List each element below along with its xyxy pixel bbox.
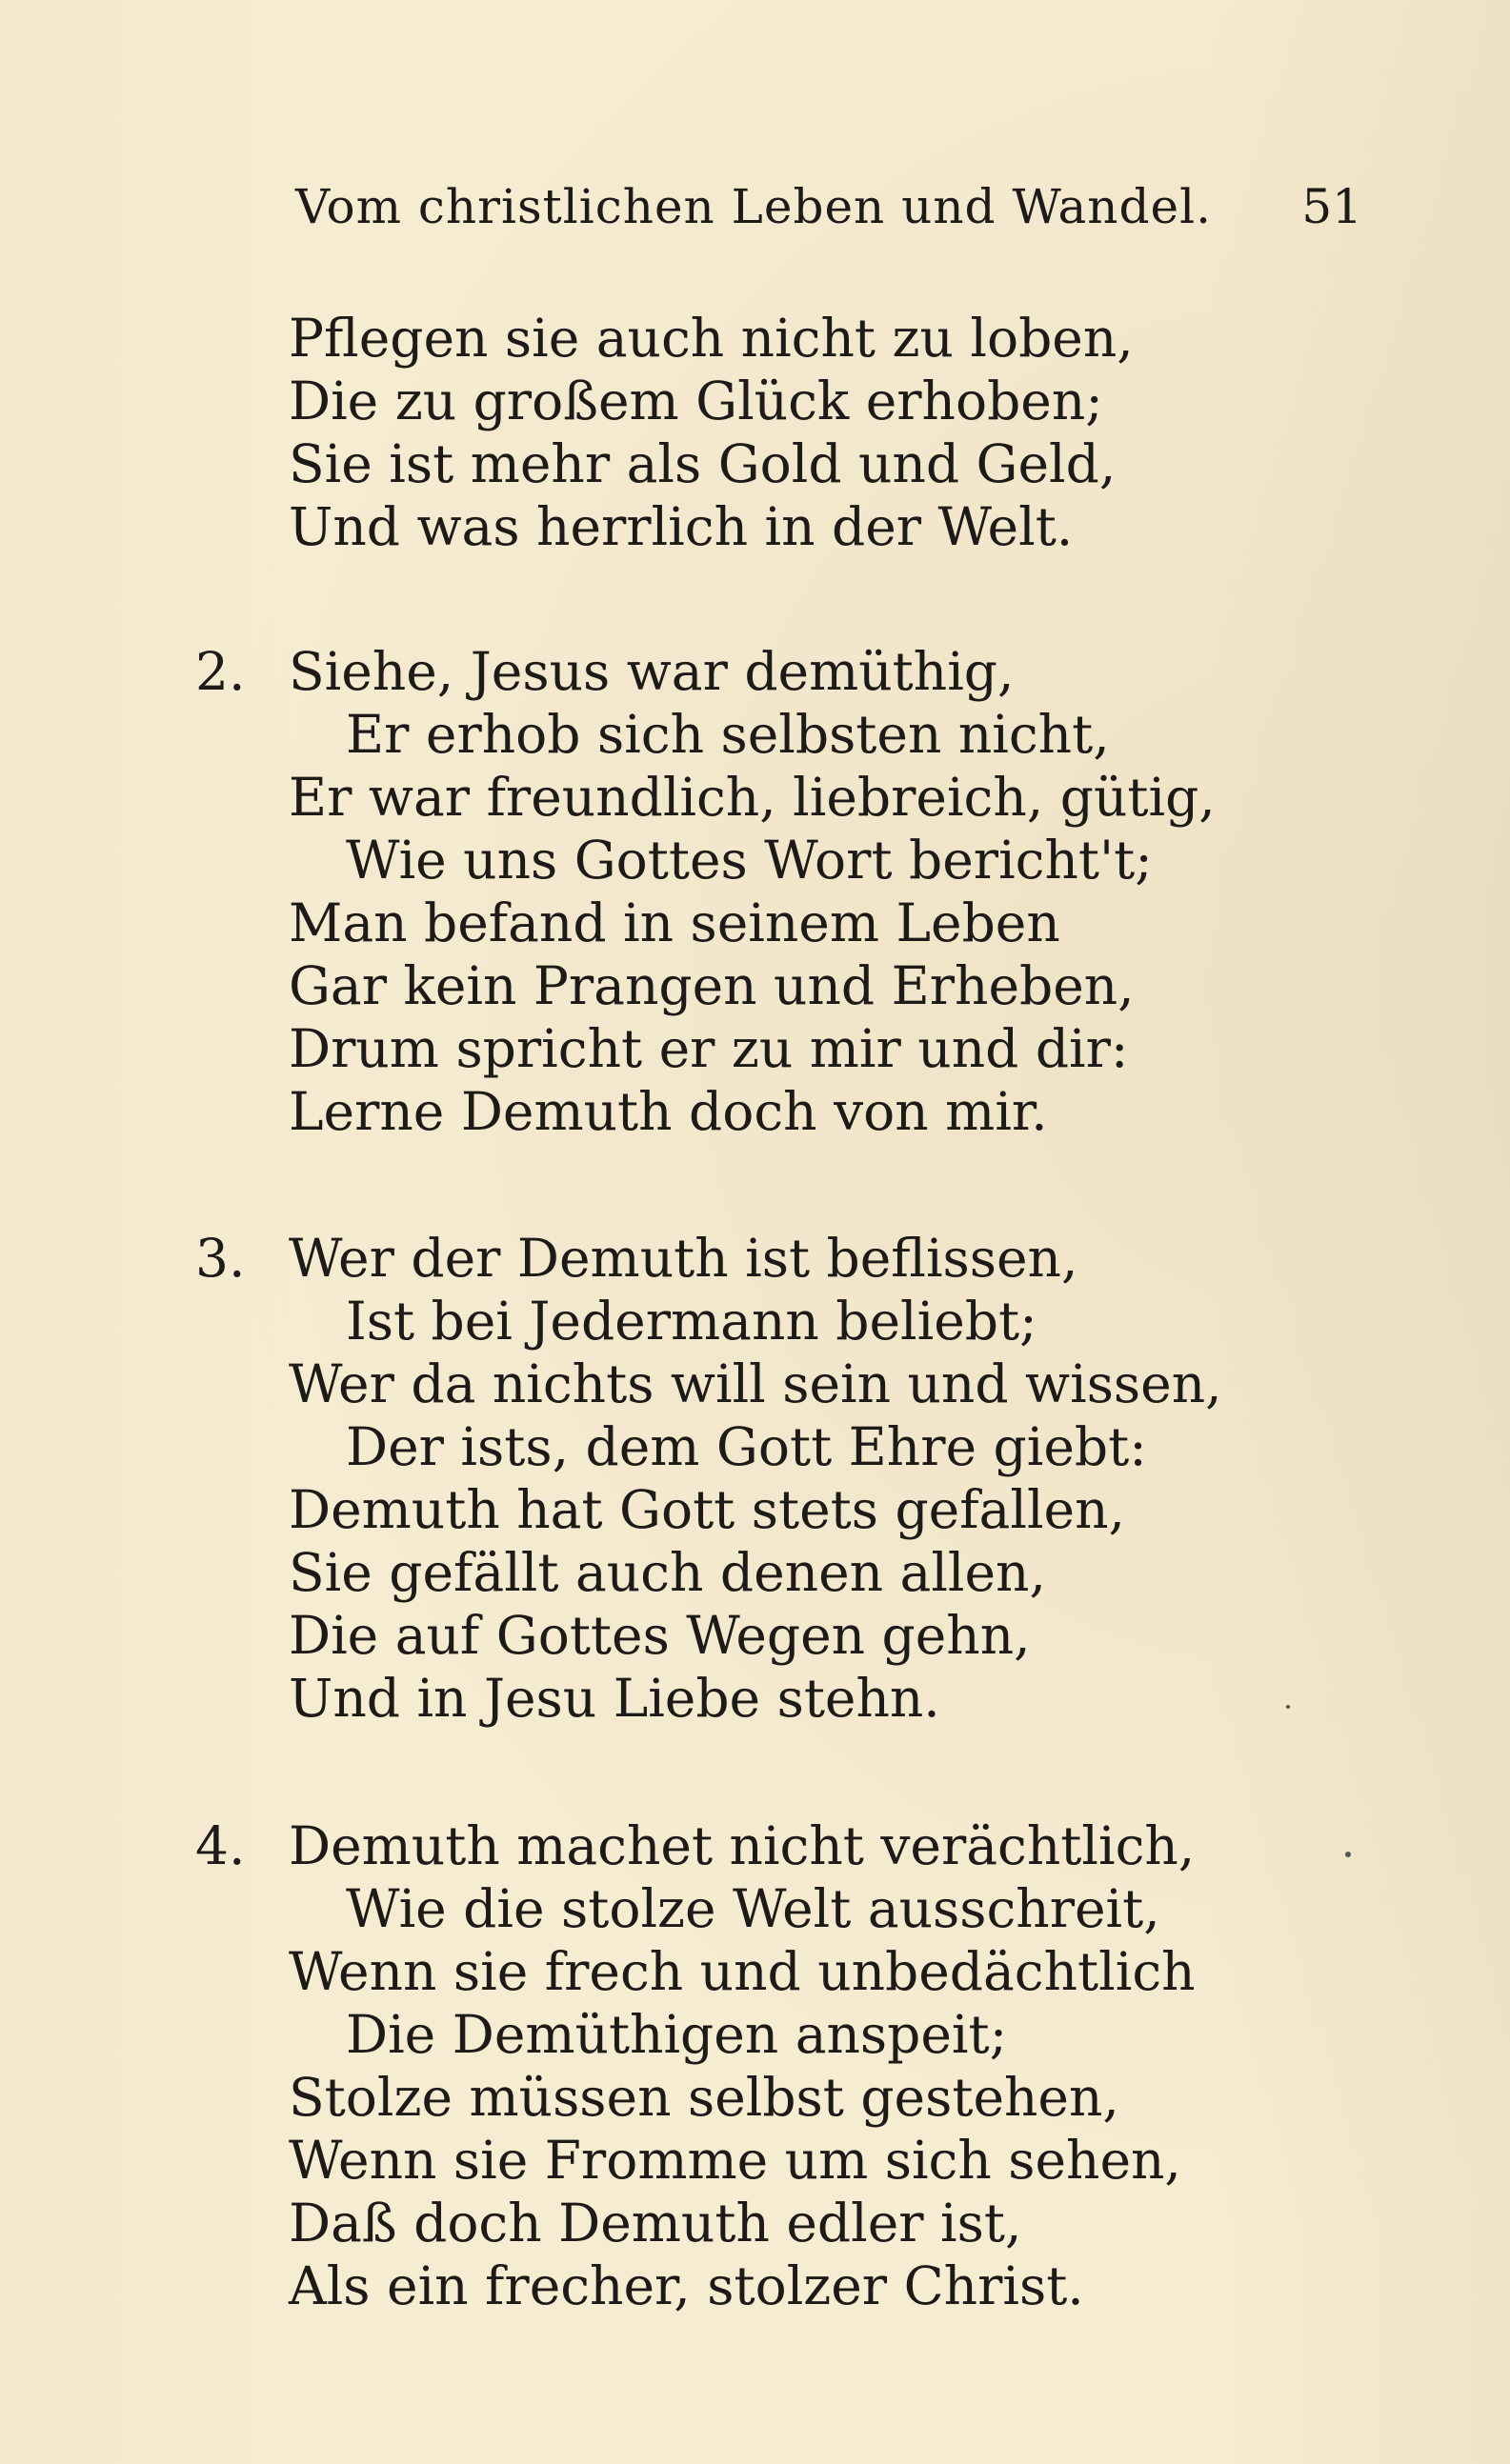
verse-line: Pflegen sie auch nicht zu loben,	[289, 308, 1134, 369]
verse-line: Wie uns Gottes Wort bericht't;	[346, 830, 1153, 891]
stanza-number: 2.	[195, 641, 246, 702]
verse-line: Wenn sie Fromme um sich sehen,	[289, 2130, 1181, 2191]
verse-line: Wie die stolze Welt ausschreit,	[346, 1878, 1160, 1939]
verse-line: Ist bei Jedermann beliebt;	[346, 1291, 1037, 1352]
verse-line: Wer da nichts will sein und wissen,	[289, 1353, 1222, 1414]
verse-line: Die zu großem Glück erhoben;	[289, 371, 1103, 431]
verse-line: Die auf Gottes Wegen gehn,	[289, 1605, 1031, 1666]
verse-line: Der ists, dem Gott Ehre giebt:	[346, 1416, 1147, 1477]
verse-line: Sie ist mehr als Gold und Geld,	[289, 433, 1117, 494]
verse-line: Drum spricht er zu mir und dir:	[289, 1018, 1129, 1079]
verse-line: Die Demüthigen anspeit;	[346, 2004, 1008, 2065]
verse-line: Und in Jesu Liebe stehn.	[289, 1668, 940, 1729]
verse-line: Er war freundlich, liebreich, gütig,	[289, 767, 1216, 828]
verse-line: Sie gefällt auch denen allen,	[289, 1542, 1046, 1603]
verse-line: Stolze müssen selbst gestehen,	[289, 2067, 1119, 2128]
verse-line: Siehe, Jesus war demüthig,	[289, 641, 1015, 702]
verse-line: Und was herrlich in der Welt.	[289, 496, 1074, 557]
running-title: Vom christlichen Leben und Wandel.	[295, 179, 1212, 234]
page-number: 51	[1301, 179, 1362, 234]
verse-line: Gar kein Prangen und Erheben,	[289, 955, 1135, 1016]
stanza-number: 3.	[195, 1228, 246, 1289]
verse-line: Man befand in seinem Leben	[289, 892, 1060, 953]
verse-line: Daß doch Demuth edler ist,	[289, 2193, 1022, 2254]
verse-line: Lerne Demuth doch von mir.	[289, 1081, 1048, 1142]
verse-line: Wenn sie frech und unbedächtlich	[289, 1941, 1196, 2002]
verse-line: Er erhob sich selbsten nicht,	[346, 704, 1110, 765]
verse-line: Demuth machet nicht verächtlich,	[289, 1815, 1196, 1876]
verse-line: Demuth hat Gott stets gefallen,	[289, 1479, 1125, 1540]
ink-speck	[1345, 1852, 1351, 1857]
ink-speck	[1286, 1705, 1290, 1709]
stanza-number: 4.	[195, 1815, 246, 1876]
page-header	[295, 179, 1362, 246]
verse-line: Wer der Demuth ist beflissen,	[289, 1228, 1078, 1289]
verse-line: Als ein frecher, stolzer Christ.	[289, 2255, 1084, 2316]
